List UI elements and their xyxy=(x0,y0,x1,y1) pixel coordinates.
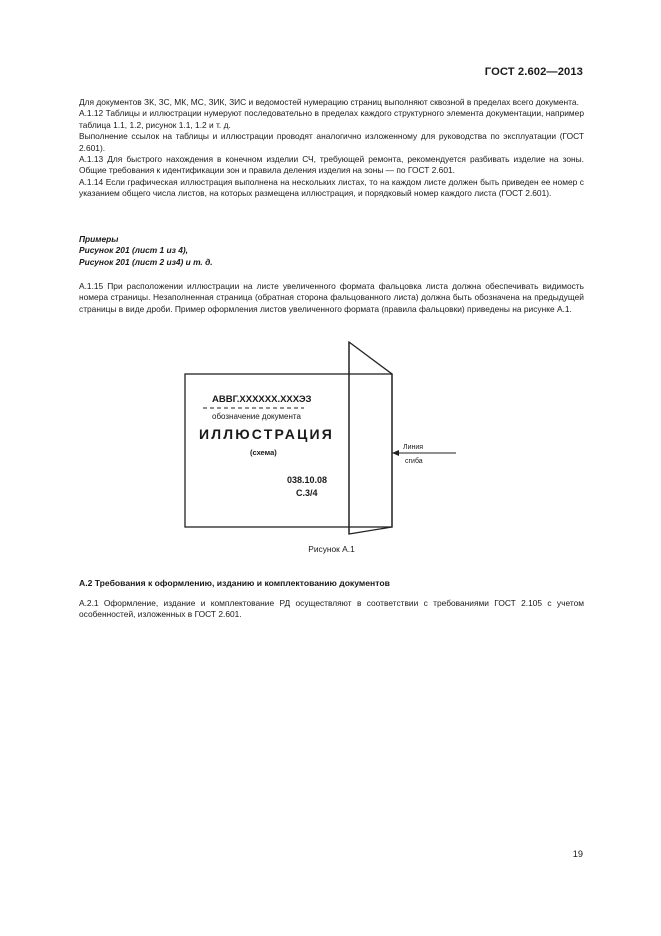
paragraph-a1-13: А.1.13 Для быстрого нахождения в конечном изделии СЧ, требующей ремонта, рекомендуется разбивать изделие на зоны. Общие требования к идентификации зон и правила деления изделия на зоны — по ГОСТ 2.601. xyxy=(79,154,584,176)
examples-block xyxy=(79,234,584,268)
section-a2-body xyxy=(79,598,584,621)
figure-code: АВВГ.ХХХХХХ.ХХХЭЗ xyxy=(212,394,312,405)
paragraph-a1-15: А.1.15 При расположении иллюстрации на листе увеличенного формата фальцовка листа должна обеспечивать видимость номера страницы. Незаполненная страница (обратная сторона фальцованного листа) должна быть обозначена на предыдущей страницы в виде дроби. Пример оформления листов увеличенного формата (правила фальцовки) приведены на рисунке А.1. xyxy=(79,281,584,314)
example-line-1: Рисунок 201 (лист 1 из 4), xyxy=(79,245,188,256)
fold-line-arrow-icon xyxy=(392,450,399,456)
paragraph-a1-15-block xyxy=(79,281,584,315)
paragraph-a2-1: А.2.1 Оформление, издание и комплектование РД осуществляют в соответствии с требованиями ГОСТ 2.105 с учетом особенностей, изложенных в ГОСТ 2.601. xyxy=(79,598,584,620)
figure-illustration: ИЛЛЮСТРАЦИЯ xyxy=(199,426,335,442)
example-line-2: Рисунок 201 (лист 2 из4) и т. д. xyxy=(79,256,213,267)
paragraph-a1-12: А.1.12 Таблицы и иллюстрации нумеруют последовательно в пределах каждого структурного элемента документации, например таблица 1.1, 1.2, рисунок 1.1, 1.2 и т. д. xyxy=(79,108,584,130)
folded-flap xyxy=(349,342,392,534)
paragraph-references: Выполнение ссылок на таблицы и иллюстрации проводят аналогично изложенному для руководства по эксплуатации (ГОСТ 2.601). xyxy=(79,131,584,153)
paragraphs-top xyxy=(79,97,584,200)
fold-label-bend: сгиба xyxy=(405,458,423,465)
figure-scheme: (схема) xyxy=(250,448,277,457)
figure-page: С.3/4 xyxy=(296,488,318,498)
document-header: ГОСТ 2.602—2013 xyxy=(484,66,583,78)
examples-title: Примеры xyxy=(79,234,119,244)
section-a2-title: А.2 Требования к оформлению, изданию и комплектованию документов xyxy=(79,578,390,588)
figure-date: 038.10.08 xyxy=(287,475,328,485)
fold-label-line: Линия xyxy=(403,444,424,451)
paragraph-a1-14: А.1.14 Если графическая иллюстрация выполнена на нескольких листах, то на каждом листе должен быть приведен ее номер с указанием общего числа листов, на которых размещена иллюстрация, и порядковый номер каждого листа (ГОСТ 2.601). xyxy=(79,176,584,199)
figure-caption: Рисунок А.1 xyxy=(308,544,355,554)
figure-designation: обозначение документа xyxy=(212,412,301,421)
sheet-outline xyxy=(185,374,392,527)
paragraph-page-numbering: Для документов ЗК, ЗС, МК, МС, ЗИК, ЗИС и ведомостей нумерацию страниц выполняют сквозной в пределах всего документа. xyxy=(79,97,579,107)
page-number: 19 xyxy=(572,849,583,859)
